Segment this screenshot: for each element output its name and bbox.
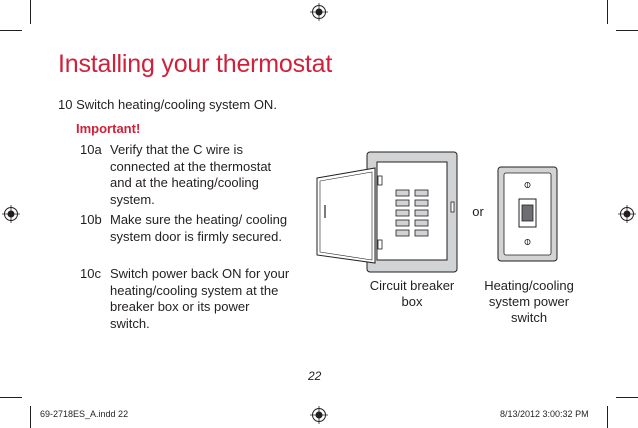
switch-caption-line: switch: [510, 310, 548, 325]
substep-number: 10a: [80, 142, 102, 157]
switch-caption: [474, 278, 584, 326]
important-label: Important!: [76, 121, 141, 136]
power-switch-illustration: [497, 166, 559, 264]
substep-text: Verify that the C wire is connected at the thermostat and at the heating/cooling system.: [110, 142, 272, 207]
or-label: or: [472, 204, 484, 219]
trim-mark-left-top: [0, 30, 22, 31]
page-title: Installing your thermostat: [58, 50, 333, 78]
footer-file-name: 69-2718ES_A.indd 22: [40, 409, 129, 419]
registration-mark-icon: [310, 406, 328, 424]
trim-mark-top-left: [30, 0, 31, 24]
footer-timestamp: 8/13/2012 3:00:32 PM: [500, 409, 589, 419]
substep-number: 10c: [80, 266, 101, 281]
substep-10a: [80, 142, 290, 210]
trim-mark-bottom-right: [607, 406, 608, 428]
switch-caption-line: system power: [488, 294, 570, 309]
trim-mark-top-right: [607, 0, 608, 24]
substep-text: Make sure the heating/ cooling system door is firmly secured.: [110, 212, 288, 244]
breaker-caption: [358, 278, 466, 310]
page-number: 22: [308, 369, 322, 383]
trim-mark-right-bottom: [616, 397, 638, 398]
substep-number: 10b: [80, 212, 102, 227]
registration-mark-icon: [618, 205, 636, 223]
registration-mark-icon: [310, 3, 328, 21]
trim-mark-right-top: [616, 30, 638, 31]
substep-10b: [80, 212, 290, 264]
circuit-breaker-box-illustration: [312, 150, 462, 275]
breaker-caption-line: box: [401, 294, 423, 309]
step-10: 10 Switch heating/cooling system ON.: [58, 97, 277, 112]
switch-caption-line: Heating/cooling: [484, 278, 574, 293]
substep-10c: [80, 266, 290, 334]
registration-mark-icon: [2, 205, 20, 223]
breaker-caption-line: Circuit breaker: [369, 278, 455, 293]
trim-mark-bottom-left: [30, 406, 31, 428]
substep-text: Switch power back ON for your heating/cooling system at the breaker box or its power switch.: [110, 266, 290, 331]
trim-mark-left-bottom: [0, 397, 22, 398]
